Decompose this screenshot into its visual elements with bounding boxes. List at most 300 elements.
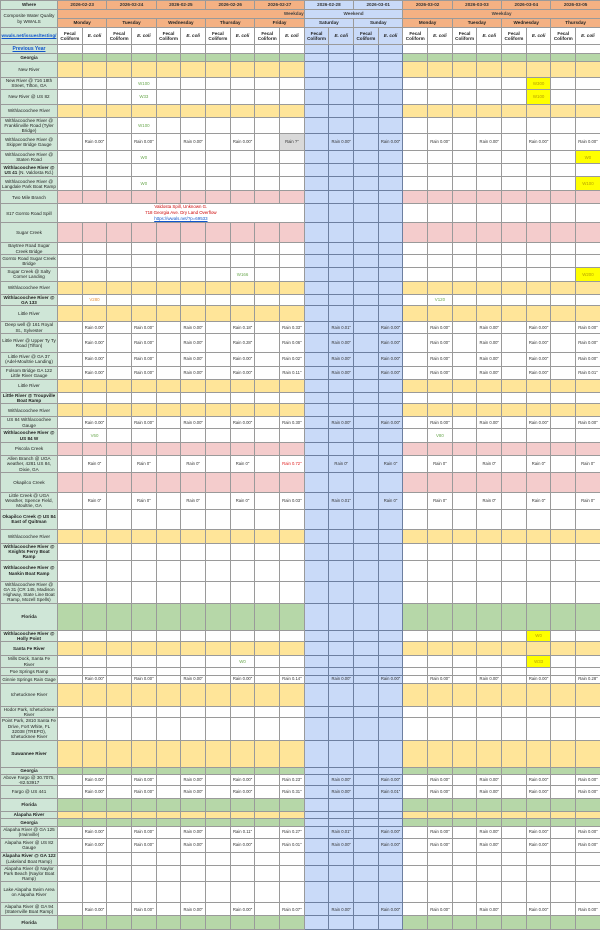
data-cell (304, 294, 329, 306)
rain-value: Rain 0.00" (480, 789, 499, 794)
data-cell (502, 281, 527, 294)
data-cell (230, 683, 255, 706)
data-cell (181, 306, 206, 322)
data-cell (107, 799, 132, 812)
data-cell (181, 223, 206, 243)
rain-value: Rain 0.06" (282, 340, 301, 345)
data-cell (230, 819, 255, 827)
data-cell (378, 656, 403, 668)
rain-value: Rain 0.00" (578, 842, 597, 847)
data-cell (329, 404, 354, 417)
rain-value: Rain 0.00" (430, 325, 449, 330)
site-label (1, 404, 58, 417)
wwals-testing-link[interactable]: wwals.net/issues/testing/ (2, 33, 57, 38)
site-row (1, 429, 600, 443)
data-cell (378, 916, 403, 930)
data-cell (576, 799, 600, 812)
fecal-coliform-header: Fecal Coliform (304, 28, 329, 45)
site-label (1, 429, 58, 443)
data-cell (452, 560, 477, 581)
wwals-link-cell (1, 28, 58, 45)
data-cell (526, 177, 551, 191)
rain-value: Rain 0.00" (233, 139, 252, 144)
data-cell (255, 117, 280, 134)
data-cell (58, 54, 83, 62)
data-cell (477, 472, 502, 492)
ecoli-label: E. coli (186, 33, 200, 38)
site-row (1, 117, 600, 134)
data-cell (551, 865, 576, 882)
data-cell (502, 740, 527, 767)
data-cell (477, 916, 502, 930)
data-cell (181, 89, 206, 104)
data-cell (378, 151, 403, 164)
data-cell (452, 54, 477, 62)
data-cell (156, 223, 181, 243)
data-cell (477, 683, 502, 706)
data-cell (82, 581, 107, 603)
spill-line2: 718 Georgia Ave. Dry Land Overflow (58, 210, 304, 216)
data-cell (502, 191, 527, 204)
data-cell (82, 786, 107, 799)
data-cell (526, 134, 551, 151)
data-cell (403, 560, 428, 581)
data-cell (132, 429, 157, 443)
rain-value: Rain 0.00" (480, 842, 499, 847)
data-cell (526, 642, 551, 656)
data-cell (82, 675, 107, 683)
site-label (1, 134, 58, 151)
data-cell (58, 603, 83, 630)
data-cell (107, 151, 132, 164)
state-row (1, 54, 600, 62)
data-cell (230, 799, 255, 812)
site-label-text: Point Park, 2810 Santa Fe Drive, Fort White, FL 32038 (TREPO), Ichetucknee River (2, 718, 56, 739)
data-cell (156, 177, 181, 191)
data-cell (329, 104, 354, 117)
data-cell (82, 492, 107, 509)
rain-value: Rain 0.00" (183, 356, 202, 361)
data-cell (156, 243, 181, 255)
data-cell (526, 529, 551, 543)
rain-value: Rain 0.00" (578, 325, 597, 330)
site-row (1, 78, 600, 90)
data-cell (82, 151, 107, 164)
data-cell (551, 675, 576, 683)
test-result: W300 (533, 81, 544, 86)
data-cell (181, 675, 206, 683)
data-cell (378, 104, 403, 117)
rain-value: Rain 0.00" (332, 420, 351, 425)
data-cell (304, 117, 329, 134)
empty-cell (428, 45, 453, 54)
data-cell (551, 191, 576, 204)
rain-value: Rain 0.00" (480, 356, 499, 361)
data-cell (551, 392, 576, 404)
site-label-rest: (N. Valdosta Rd.) (17, 170, 53, 175)
site-label (1, 89, 58, 104)
rain-value: Rain 0" (236, 461, 250, 466)
data-cell (452, 740, 477, 767)
site-row (1, 838, 600, 852)
site-label-text: Poe Springs Ramp (10, 669, 49, 674)
data-cell (206, 852, 231, 865)
data-cell (206, 838, 231, 852)
data-cell (156, 630, 181, 642)
data-cell (551, 472, 576, 492)
data-cell (230, 642, 255, 656)
data-cell (230, 529, 255, 543)
data-cell (181, 509, 206, 529)
test-result: W0 (535, 633, 542, 638)
data-cell (230, 366, 255, 379)
data-cell (378, 882, 403, 903)
data-cell (428, 509, 453, 529)
data-cell (280, 774, 305, 786)
data-cell (156, 827, 181, 839)
ecoli-label: E. coli (384, 33, 398, 38)
data-cell (452, 404, 477, 417)
rain-value: Rain 0.00" (529, 370, 548, 375)
rain-value: Rain 0.03" (282, 498, 301, 503)
site-label (1, 667, 58, 675)
data-cell (354, 865, 379, 882)
data-cell (526, 456, 551, 473)
data-cell (206, 903, 231, 916)
data-cell (526, 392, 551, 404)
data-cell (181, 852, 206, 865)
data-cell (58, 417, 83, 429)
site-label-text: New River @ 716 18th Street, Tifton, GA (6, 78, 52, 88)
data-cell (428, 492, 453, 509)
data-cell (551, 78, 576, 90)
data-cell (230, 392, 255, 404)
data-cell (304, 254, 329, 267)
test-result: W0 (141, 155, 148, 160)
data-cell (428, 164, 453, 177)
data-cell (230, 656, 255, 668)
data-cell (280, 243, 305, 255)
data-cell (132, 838, 157, 852)
data-cell (107, 529, 132, 543)
data-cell (403, 718, 428, 740)
data-cell (304, 333, 329, 352)
data-cell (551, 417, 576, 429)
rain-value: Rain 0.00" (381, 370, 400, 375)
river-row (1, 740, 600, 767)
data-cell (156, 392, 181, 404)
data-cell (107, 581, 132, 603)
site-label-text: Withlacoochee River @ Skipper Bridge Gauge (5, 137, 53, 147)
rain-value: Rain 0.00" (233, 370, 252, 375)
data-cell (502, 151, 527, 164)
day-header: Monday (403, 19, 452, 28)
data-cell (452, 191, 477, 204)
data-cell (132, 767, 157, 774)
data-cell (452, 62, 477, 78)
data-cell (230, 718, 255, 740)
data-cell (156, 443, 181, 456)
data-cell (502, 718, 527, 740)
site-row (1, 786, 600, 799)
data-cell (428, 267, 453, 281)
data-cell (304, 630, 329, 642)
data-cell (576, 656, 600, 668)
data-cell (132, 642, 157, 656)
data-cell (82, 509, 107, 529)
data-cell (58, 281, 83, 294)
data-cell (477, 62, 502, 78)
rain-value: Rain 0.00" (381, 907, 400, 912)
fecal-coliform-header: Fecal Coliform (156, 28, 181, 45)
test-result: V60 (91, 433, 99, 438)
ecoli-header (428, 28, 453, 45)
data-cell (403, 62, 428, 78)
site-label-text: 817 Gornto Road Spill (6, 211, 51, 216)
rain-value: Rain 0" (581, 461, 595, 466)
data-cell (551, 404, 576, 417)
data-cell (576, 916, 600, 930)
data-cell (280, 852, 305, 865)
data-cell (132, 819, 157, 827)
rain-value: Rain 0.00" (578, 907, 597, 912)
data-cell (502, 560, 527, 581)
site-label-text: Alapaha River @ GA 94 (Statenville Boat Ramp) (5, 904, 54, 914)
data-cell (132, 882, 157, 903)
data-cell (329, 191, 354, 204)
data-cell (82, 78, 107, 90)
data-cell (428, 392, 453, 404)
data-cell (576, 852, 600, 865)
data-cell (132, 78, 157, 90)
data-cell (329, 581, 354, 603)
data-cell (304, 134, 329, 151)
site-label-text: Withlacoochee River @ Nankin Boat Ramp (4, 565, 55, 575)
data-cell (403, 472, 428, 492)
empty-cell (403, 45, 428, 54)
data-cell (403, 404, 428, 417)
data-cell (502, 882, 527, 903)
data-cell (403, 767, 428, 774)
site-row (1, 656, 600, 668)
data-cell (502, 603, 527, 630)
data-cell (428, 683, 453, 706)
data-cell (477, 509, 502, 529)
data-cell (526, 429, 551, 443)
data-cell (502, 799, 527, 812)
rain-value: Rain 0.00" (183, 842, 202, 847)
data-cell (304, 392, 329, 404)
site-label-text: Folsom Bridge GA 122 Little River Gauge (6, 368, 52, 378)
data-cell (551, 54, 576, 62)
rain-value: Rain 0.00" (480, 676, 499, 681)
data-cell (206, 104, 231, 117)
site-row (1, 560, 600, 581)
data-cell (551, 164, 576, 177)
data-cell (156, 191, 181, 204)
data-cell (551, 767, 576, 774)
data-cell (551, 254, 576, 267)
data-cell (378, 774, 403, 786)
data-cell (354, 404, 379, 417)
rain-value: Rain 0.00" (578, 777, 597, 782)
data-cell (428, 786, 453, 799)
data-cell (82, 916, 107, 930)
data-cell (378, 429, 403, 443)
data-cell (452, 656, 477, 668)
data-cell (526, 683, 551, 706)
data-cell (502, 642, 527, 656)
data-cell (156, 417, 181, 429)
site-row (1, 177, 600, 191)
site-row (1, 706, 600, 718)
site-label (1, 683, 58, 706)
data-cell (551, 529, 576, 543)
rain-value: Rain 0.01" (332, 829, 351, 834)
data-cell (477, 429, 502, 443)
data-cell (58, 379, 83, 392)
river-row (1, 642, 600, 656)
data-cell (477, 706, 502, 718)
data-cell (526, 706, 551, 718)
data-cell (132, 675, 157, 683)
rain-value: Rain 0" (88, 461, 102, 466)
data-cell (576, 404, 600, 417)
data-cell (477, 740, 502, 767)
site-label-text: Sugar Creek (16, 230, 42, 235)
data-cell (354, 786, 379, 799)
data-cell (132, 134, 157, 151)
rain-value: Rain 0.00" (134, 789, 153, 794)
data-cell (255, 827, 280, 839)
data-cell (132, 54, 157, 62)
data-cell (378, 767, 403, 774)
previous-year-link[interactable]: Previous Year (13, 46, 46, 52)
data-cell (526, 740, 551, 767)
site-label-text: Suwannee River (11, 751, 47, 756)
data-cell (329, 352, 354, 366)
data-cell (551, 429, 576, 443)
data-cell (403, 827, 428, 839)
data-cell (576, 865, 600, 882)
data-cell (428, 134, 453, 151)
empty-cell (526, 45, 551, 54)
rain-value: Rain 0.00" (183, 370, 202, 375)
rain-value: Rain 0.00" (430, 139, 449, 144)
data-cell (354, 472, 379, 492)
rain-value: Rain 0" (334, 461, 348, 466)
data-cell (502, 675, 527, 683)
data-cell (107, 786, 132, 799)
data-cell (132, 656, 157, 668)
data-cell (378, 675, 403, 683)
data-cell (82, 352, 107, 366)
data-cell (156, 254, 181, 267)
site-label-bold: Alapaha River @ GA 122 (2, 853, 55, 858)
data-cell (255, 281, 280, 294)
data-cell (477, 104, 502, 117)
rain-value: Rain 0" (581, 498, 595, 503)
data-cell (280, 706, 305, 718)
data-cell (551, 630, 576, 642)
data-cell (230, 254, 255, 267)
data-cell (107, 177, 132, 191)
state-row (1, 603, 600, 630)
data-cell (403, 492, 428, 509)
data-cell (551, 812, 576, 819)
data-cell (477, 333, 502, 352)
data-cell (551, 740, 576, 767)
spill-link[interactable]: https://wwals.net/?p=69533 (154, 216, 207, 221)
data-cell (230, 352, 255, 366)
site-label (1, 417, 58, 429)
data-cell (452, 306, 477, 322)
data-cell (428, 838, 453, 852)
data-cell (576, 267, 600, 281)
data-cell (576, 333, 600, 352)
data-cell (329, 456, 354, 473)
date-header: 2026-02-23 (58, 1, 107, 10)
rain-value: Rain 0.00" (85, 139, 104, 144)
data-cell (378, 718, 403, 740)
data-cell (107, 667, 132, 675)
data-cell (206, 78, 231, 90)
data-cell (354, 322, 379, 334)
data-cell (132, 392, 157, 404)
day-header: Thursday (551, 19, 600, 28)
data-cell (107, 78, 132, 90)
data-cell (132, 191, 157, 204)
data-cell (452, 718, 477, 740)
data-cell (255, 718, 280, 740)
data-cell (502, 852, 527, 865)
site-label (1, 882, 58, 903)
data-cell (354, 882, 379, 903)
data-cell (255, 529, 280, 543)
fecal-coliform-header: Fecal Coliform (502, 28, 527, 45)
site-row (1, 267, 600, 281)
data-cell (156, 117, 181, 134)
site-label-text: Florida (21, 802, 36, 807)
data-cell (502, 177, 527, 191)
data-cell (378, 267, 403, 281)
data-cell (230, 267, 255, 281)
rain-value: Rain 0.00" (85, 676, 104, 681)
data-cell (230, 54, 255, 62)
data-cell (206, 581, 231, 603)
rain-value: Rain 0" (384, 498, 398, 503)
data-cell (403, 656, 428, 668)
data-cell (230, 492, 255, 509)
site-label (1, 630, 58, 642)
data-cell (428, 117, 453, 134)
data-cell (304, 54, 329, 62)
data-cell (304, 603, 329, 630)
data-cell (403, 223, 428, 243)
data-cell (354, 529, 379, 543)
site-label (1, 838, 58, 852)
state-row (1, 799, 600, 812)
data-cell (526, 443, 551, 456)
data-cell (304, 667, 329, 675)
data-cell (107, 429, 132, 443)
rain-value: Rain 0" (482, 498, 496, 503)
data-cell (132, 509, 157, 529)
previous-year-cell (1, 45, 58, 54)
data-cell (452, 243, 477, 255)
site-label (1, 529, 58, 543)
data-cell (156, 642, 181, 656)
